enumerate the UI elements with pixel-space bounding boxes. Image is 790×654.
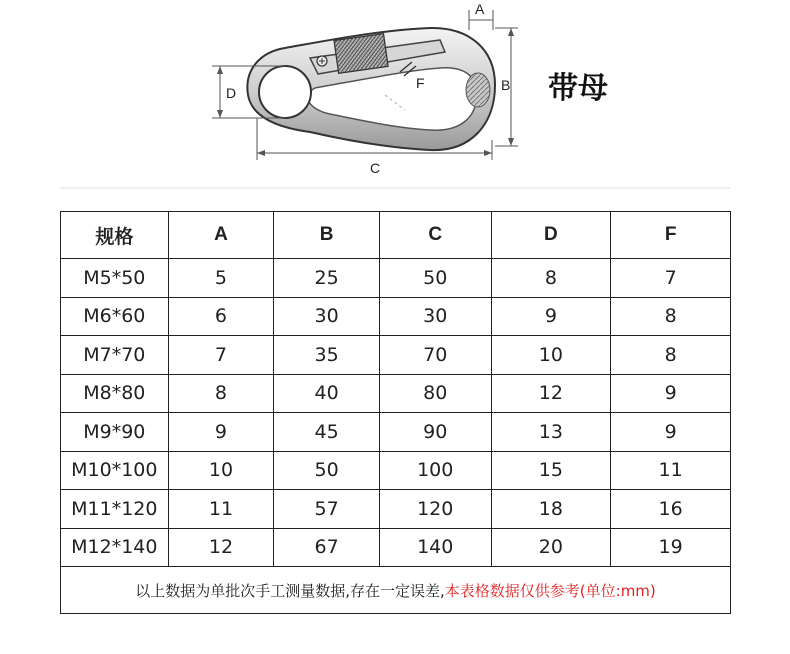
table-cell: 35 [274, 336, 380, 375]
header-cell-b: B [274, 212, 380, 259]
table-cell: 50 [274, 451, 380, 490]
table-cell: M8*80 [61, 374, 169, 413]
table-row [61, 490, 731, 529]
table-cell: 16 [611, 490, 731, 529]
table-note [61, 567, 731, 614]
table-cell: 8 [491, 259, 611, 298]
dim-label-b: B [501, 77, 511, 93]
table-row [61, 528, 731, 567]
table-cell: 70 [379, 336, 491, 375]
table-cell: 30 [274, 297, 380, 336]
table-row [61, 336, 731, 375]
header-cell-a: A [168, 212, 274, 259]
dim-label-c: C [370, 160, 381, 176]
table-cell: 40 [274, 374, 380, 413]
table-cell: 18 [491, 490, 611, 529]
knurled-nut [334, 34, 388, 74]
table-cell: 9 [168, 413, 274, 452]
table-cell: 13 [491, 413, 611, 452]
table-cell: 50 [379, 259, 491, 298]
table-header-row [61, 212, 731, 259]
table-cell: 11 [168, 490, 274, 529]
note-text: 以上数据为单批次手工测量数据,存在一定误差, [135, 581, 445, 600]
eye-hole [259, 66, 311, 118]
table-cell: 120 [379, 490, 491, 529]
table-cell: M11*120 [61, 490, 169, 529]
table-cell: 9 [491, 297, 611, 336]
table-cell: 10 [168, 451, 274, 490]
table-cell: M10*100 [61, 451, 169, 490]
table-cell: 9 [611, 413, 731, 452]
dim-label-d: D [226, 85, 237, 101]
snap-hook-diagram [0, 0, 790, 200]
table-cell: M6*60 [61, 297, 169, 336]
header-cell-c: C [379, 212, 491, 259]
table-row [61, 297, 731, 336]
table-cell: 6 [168, 297, 274, 336]
table-cell: 19 [611, 528, 731, 567]
table-cell: 67 [274, 528, 380, 567]
table-cell: 20 [491, 528, 611, 567]
table-row [61, 451, 731, 490]
table-cell: 140 [379, 528, 491, 567]
spec-table [60, 211, 731, 614]
table-cell: 45 [274, 413, 380, 452]
table-cell: 80 [379, 374, 491, 413]
table-cell: M9*90 [61, 413, 169, 452]
table-cell: 15 [491, 451, 611, 490]
table-row [61, 413, 731, 452]
table-cell: 90 [379, 413, 491, 452]
table-cell: 8 [611, 336, 731, 375]
section-hatch [466, 73, 490, 107]
table-cell: M12*140 [61, 528, 169, 567]
table-row [61, 259, 731, 298]
table-cell: M5*50 [61, 259, 169, 298]
carabiner-drawing [0, 0, 790, 200]
table-cell: 10 [491, 336, 611, 375]
table-cell: 7 [168, 336, 274, 375]
table-cell: 9 [611, 374, 731, 413]
table-cell: M7*70 [61, 336, 169, 375]
header-cell-spec: 规格 [61, 212, 169, 259]
table-cell: 11 [611, 451, 731, 490]
header-cell-f: F [611, 212, 731, 259]
table-cell: 12 [491, 374, 611, 413]
table-cell: 25 [274, 259, 380, 298]
table-cell: 100 [379, 451, 491, 490]
table-row [61, 374, 731, 413]
table-cell: 30 [379, 297, 491, 336]
table-cell: 5 [168, 259, 274, 298]
table-cell: 7 [611, 259, 731, 298]
table-note-row [61, 567, 731, 614]
note-disclaimer: 本表格数据仅供参考(单位:mm) [444, 581, 656, 600]
table-cell: 57 [274, 490, 380, 529]
header-cell-d: D [491, 212, 611, 259]
table-cell: 8 [168, 374, 274, 413]
table-cell: 12 [168, 528, 274, 567]
dim-label-f: F [416, 75, 425, 91]
dim-label-a: A [475, 1, 485, 17]
product-title: 带母 [548, 71, 608, 106]
table-cell: 8 [611, 297, 731, 336]
